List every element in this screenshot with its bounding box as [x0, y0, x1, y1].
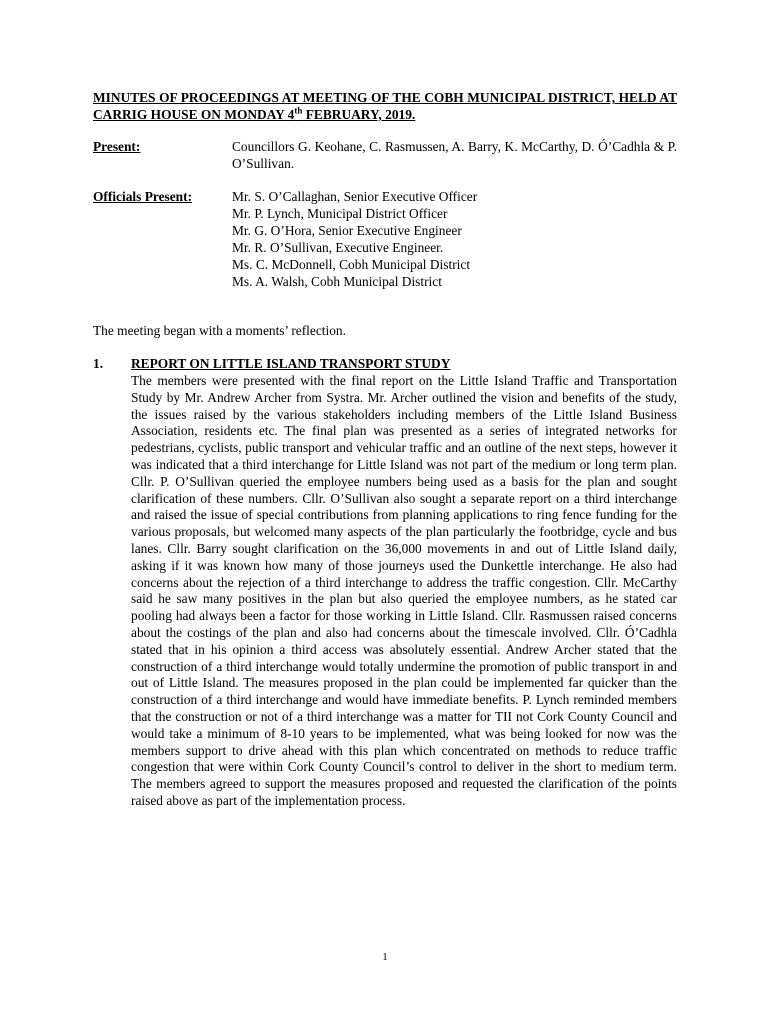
officials-label: Officials Present: [93, 189, 193, 204]
official-line: Ms. A. Walsh, Cobh Municipal District [232, 273, 442, 289]
official-line: Mr. R. O’Sullivan, Executive Engineer. [232, 239, 444, 255]
title-text-end: FEBRUARY, 2019. [302, 107, 416, 122]
title-text: MINUTES OF PROCEEDINGS AT MEETING OF THE COBH MUNICIPAL DISTRICT, HELD AT CARRIG HOUSE ON MONDAY 4 [93, 90, 677, 122]
official-line: Mr. P. Lynch, Municipal District Officer [232, 205, 448, 221]
item-number: 1. [93, 356, 104, 371]
item-heading: REPORT ON LITTLE ISLAND TRANSPORT STUDY [131, 356, 451, 371]
page-number: 1 [382, 951, 388, 963]
official-line: Ms. C. McDonnell, Cobh Municipal District [232, 256, 471, 272]
title-superscript: th [294, 105, 303, 116]
officials-list [232, 189, 677, 290]
present-list: Councillors G. Keohane, C. Rasmussen, A. Barry, K. McCarthy, D. Ó’Cadhla & P. O’Sullivan. [232, 139, 677, 171]
official-line: Mr. G. O’Hora, Senior Executive Engineer [232, 222, 462, 238]
page-title [93, 89, 677, 123]
official-line: Mr. S. O’Callaghan, Senior Executive Officer [232, 189, 478, 204]
present-label: Present: [93, 139, 141, 154]
intro-text: The meeting began with a moments’ reflection. [93, 323, 346, 338]
item-body: The members were presented with the final report on the Little Island Traffic and Transportation Study by Mr. Andrew Archer from Systra. Mr. Archer outlined the vision and benefits of the study, the issues raised by the various stakeholders including members of the Little Island Business Association, residents etc. The final plan was presented as a series of integrated networks for pedestrians, cyclists, public transport and vehicular traffic and an outline of the next steps, however it was indicated that a third interchange for Little Island was not part of the medium or long term plan. Cllr. P. O’Sullivan queried the employee numbers being used as a basis for the plan and sought clarification of these numbers. Cllr. O’Sullivan also sought a separate report on a third interchange and raised the issue of special contributions from planning applications to ring fence funding for the various proposals, but welcomed many aspects of the plan particularly the footbridge, cycle and bus lanes. Cllr. Barry sought clarification on the 36,000 movements in and out of Little Island daily, asking if it was known how many of those journeys used the Dunkettle interchange. He also had concerns about the rejection of a third interchange to address the traffic congestion. Cllr. McCarthy said he saw many positives in the plan but also queried the employee numbers, as he stated car pooling had always been a factor for those working in Little Island. Cllr. Rasmussen raised concerns about the costings of the plan and also had concerns about the timescale involved. Cllr. Ó’Cadhla stated that in his opinion a third access was absolutely essential. Andrew Archer stated that the construction of a third interchange would totally undermine the promotion of public transport in and out of Little Island. The measures proposed in the plan could be implemented far quicker than the construction of a third interchange and would have immediate benefits. P. Lynch reminded members that the construction or not of a third interchange was a matter for TII not Cork County Council and would take a minimum of 8-10 years to be implemented, what was being looked for now was the members support to drive ahead with this plan which concentrated on methods to reduce traffic congestion that were within Cork County Council’s control to deliver in the short to medium term. The members agreed to support the measures proposed and requested the clarification of the points raised above as part of the implementation process. [131, 373, 677, 808]
